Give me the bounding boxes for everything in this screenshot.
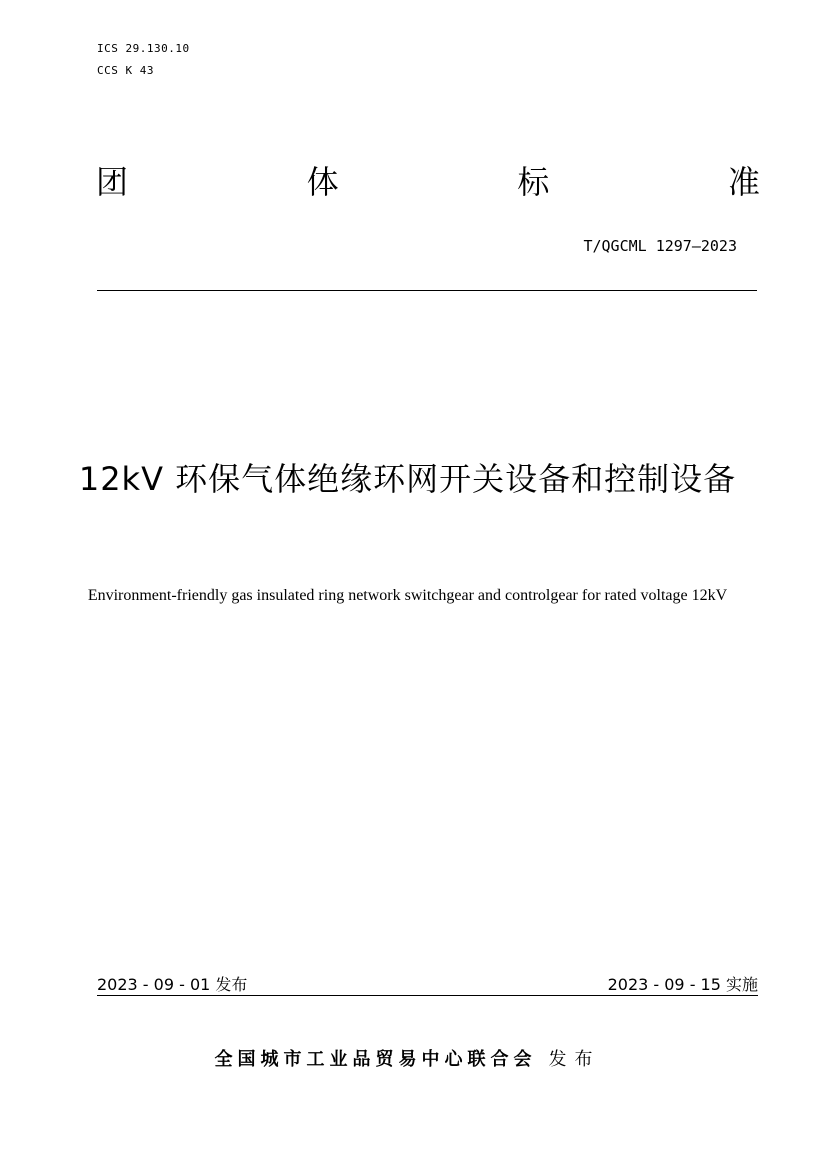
issue-date: 2023 - 09 - 01 发布 [97, 975, 248, 994]
header-divider [97, 290, 757, 291]
issuing-organization: 全国城市工业品贸易中心联合会 [214, 1049, 537, 1070]
issuer-line [0, 1047, 815, 1073]
ccs-code: CCS K 43 [97, 64, 154, 77]
implementation-date: 2023 - 09 - 15 实施 [607, 975, 758, 994]
banner-char-1: 团 [96, 163, 129, 201]
banner-char-3: 标 [517, 163, 550, 201]
document-title-zh: 12kV 环保气体绝缘环网开关设备和控制设备 [78, 460, 737, 498]
banner-char-4: 准 [727, 163, 760, 201]
date-divider [97, 995, 758, 996]
standard-number: T/QGCML 1297—2023 [583, 237, 737, 255]
banner-char-2: 体 [306, 163, 339, 201]
document-title-en: Environment-friendly gas insulated ring network switchgear and controlgear for rated voltage 12kV [87, 587, 728, 604]
standard-type-banner [96, 158, 760, 202]
release-label: 发布 [548, 1049, 601, 1070]
ics-code: ICS 29.130.10 [97, 42, 190, 55]
